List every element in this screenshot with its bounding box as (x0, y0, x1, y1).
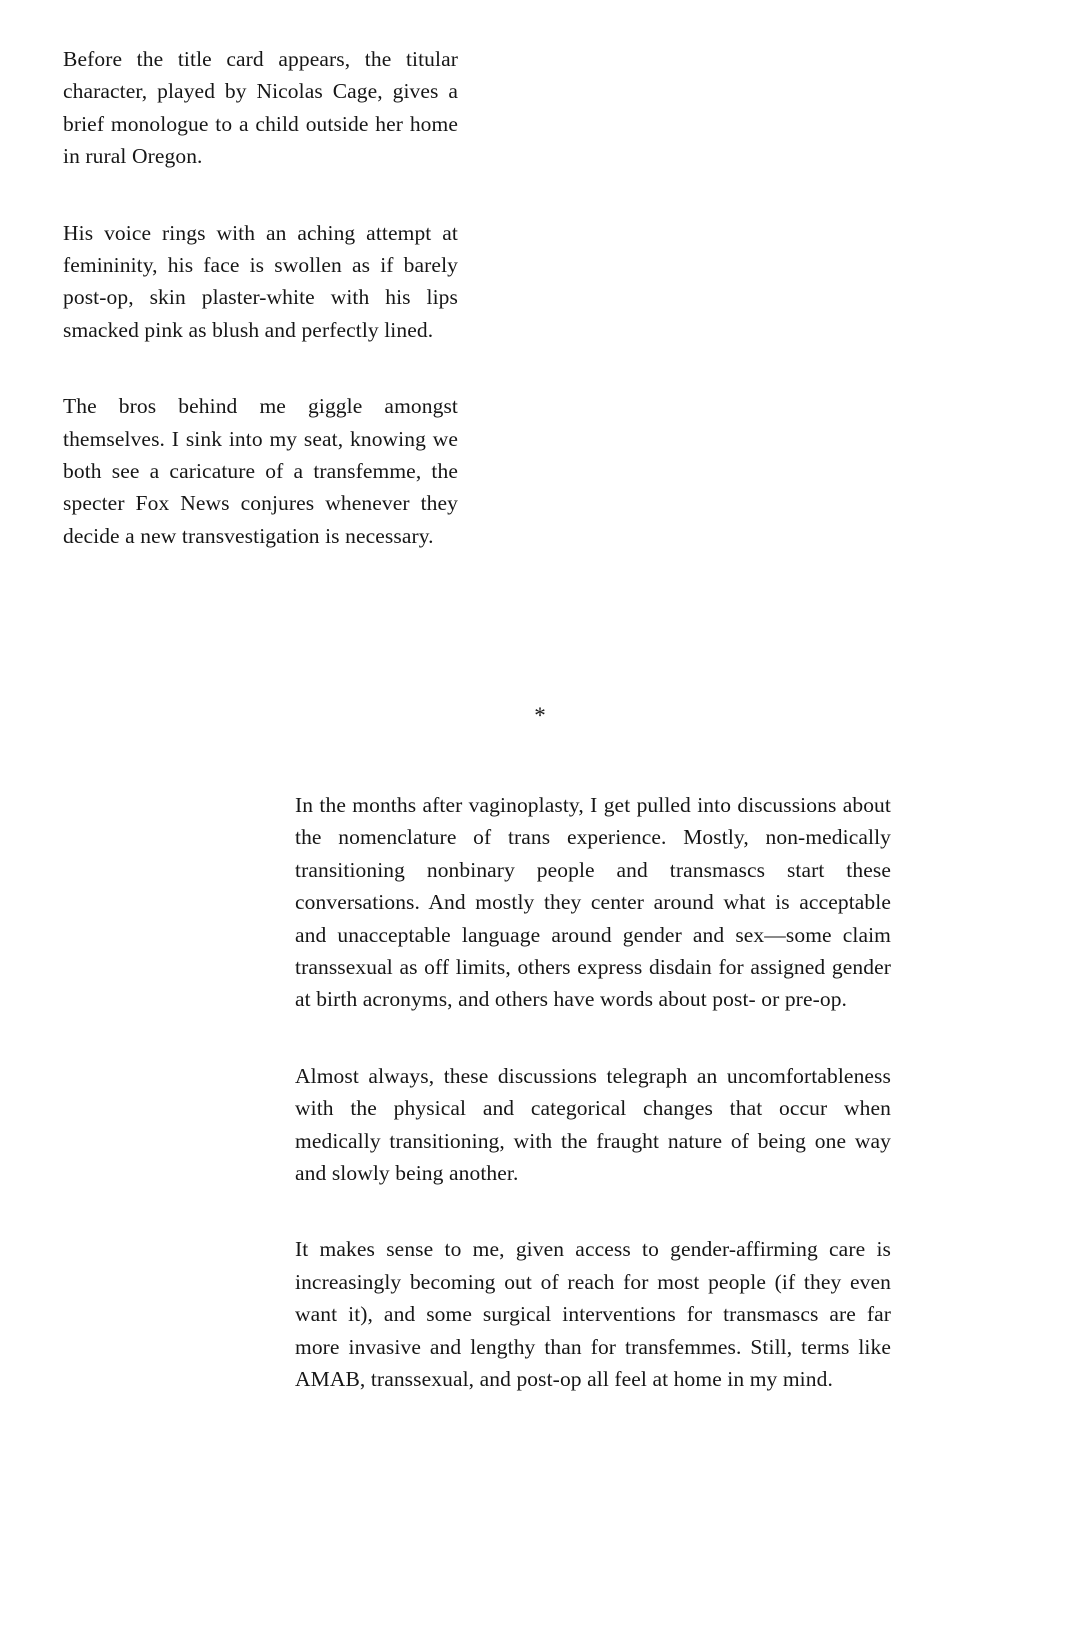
left-column (63, 43, 458, 552)
section-break (0, 700, 1080, 732)
right-column (295, 789, 891, 1396)
left-paragraph-3: The bros behind me giggle amongst themselves. I sink into my seat, knowing we both see a caricature of a transfemme, the specter Fox News conjures whenever they decide a new transvestigation is necessary. (63, 394, 458, 548)
left-paragraph-2: His voice rings with an aching attempt at femininity, his face is swollen as if barely post-op, skin plaster-white with his lips smacked pink as blush and perfectly lined. (63, 220, 458, 342)
right-paragraph-1: In the months after vaginoplasty, I get pulled into discussions about the nomenclature of trans experience. Mostly, non-medically transitioning nonbinary people and transmascs start these conversations. And mostly they center around what is acceptable and unacceptable language around gender and sex—some claim transsexual as off limits, others express disdain for assigned gender at birth acronyms, and others have words about post- or pre-op. (295, 793, 891, 1012)
right-paragraph-2: Almost always, these discussions telegraph an uncomfortableness with the physical and categorical changes that occur when medically transitioning, with the fraught nature of being one way and slowly being another. (295, 1063, 891, 1186)
asterisk-separator: * (534, 703, 546, 728)
left-paragraph-1: Before the title card appears, the titular character, played by Nicolas Cage, gives a brief monologue to a child outside her home in rural Oregon. (63, 47, 458, 169)
right-paragraph-3: It makes sense to me, given access to gender-affirming care is increasingly becoming out of reach for most people (if they even want it), and some surgical interventions for transmascs are far more invasive and lengthy than for transfemmes. Still, terms like AMAB, transsexual, and post-op all feel at home in my mind. (295, 1237, 891, 1392)
